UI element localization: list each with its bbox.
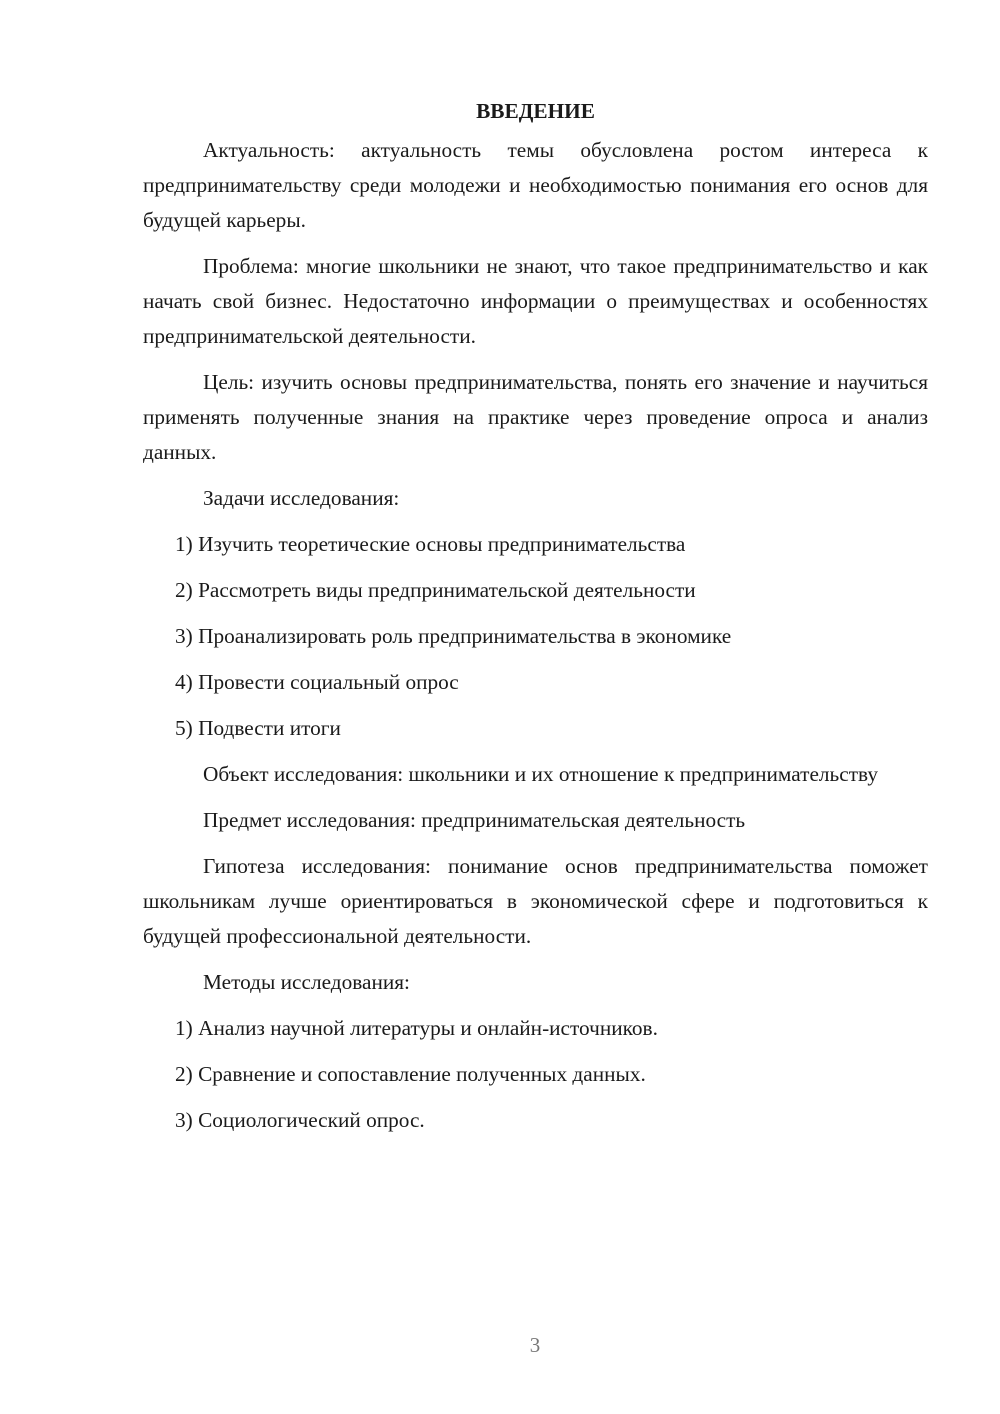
task-item: 1) Изучить теоретические основы предпринимательства [175, 532, 686, 556]
document-page [143, 96, 928, 1149]
subject-paragraph: Предмет исследования: предпринимательская деятельность [203, 808, 746, 832]
method-item: 2) Сравнение и сопоставление полученных данных. [175, 1062, 646, 1086]
method-item: 1) Анализ научной литературы и онлайн-источников. [175, 1016, 658, 1040]
relevance-paragraph: Актуальность: актуальность темы обусловлена ростом интереса к предпринимательству среди молодежи и необходимостью понимания его основ для будущей карьеры. [143, 138, 928, 232]
task-item: 2) Рассмотреть виды предпринимательской деятельности [175, 578, 696, 602]
page-number: 3 [529, 1333, 541, 1357]
task-item: 4) Провести социальный опрос [175, 670, 459, 694]
method-item: 3) Социологический опрос. [175, 1108, 425, 1132]
tasks-heading: Задачи исследования: [203, 486, 400, 510]
goal-paragraph: Цель: изучить основы предпринимательства, понять его значение и научиться применять полученные знания на практике через проведение опроса и анализ данных. [143, 370, 928, 464]
page-title: ВВЕДЕНИЕ [476, 99, 595, 123]
task-item: 3) Проанализировать роль предпринимательства в экономике [175, 624, 732, 648]
object-paragraph: Объект исследования: школьники и их отношение к предпринимательству [203, 762, 878, 786]
methods-heading: Методы исследования: [203, 970, 410, 994]
problem-paragraph: Проблема: многие школьники не знают, что такое предпринимательство и как начать свой бизнес. Недостаточно информации о преимуществах и особенностях предпринимательской деятельности. [143, 254, 928, 348]
hypothesis-paragraph: Гипотеза исследования: понимание основ предпринимательства поможет школьникам лучше ориентироваться в экономической сфере и подготовиться к будущей профессиональной деятельности. [143, 854, 928, 948]
task-item: 5) Подвести итоги [175, 716, 341, 740]
